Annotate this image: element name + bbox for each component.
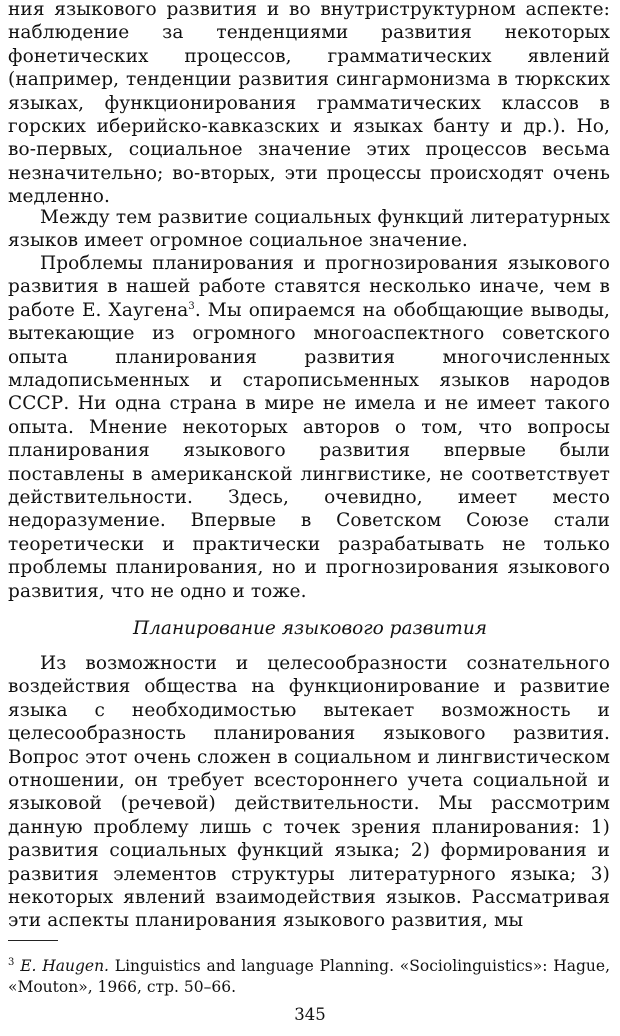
footnote-text: Linguistics and language Planning. «Sociolinguistics»: Hague, «Mouton», 1966, стр. 50–66.	[8, 957, 610, 996]
paragraph-continuation	[8, 0, 610, 209]
paragraph-3-after-ref: . Мы опираемся на обобщающие выводы, вытекающие из огромного многоаспектного советского опыта планирования развития многочисленных младописьменных и старописьменных языков народов СССР. Ни одна страна в мире не имела и не имеет такого опыта. Мнение некоторых авторов о том, что вопросы планирования языкового развития впервые были поставлены в американской лингвистике, не соответствует действительности. Здесь, очевидно, имеет место недоразумение. Впервые в Советском Союзе стали теоретически и практически разрабатывать не только проблемы планирования, но и прогнозирования языкового развития, что не одно и тоже.	[8, 299, 610, 602]
paragraph-3-before-ref: Проблемы планирования и прогнозирования языкового развития в нашей работе ставятся несколько иначе, чем в работе Е. Хаугена	[8, 253, 610, 321]
paragraph-4-text: Из возможности и целесообразности сознательного воздействия общества на функционирование и развитие языка с необходимостью вытекает возможность и целесообразность планирования языкового развития. Вопрос этот очень сложен в социальном и лингвистическом отношении, он требует всестороннего учета социальной и языковой (речевой) действительности. Мы рассмотрим данную проблему лишь с точек зрения планирования: 1) развития социальных функций языка; 2) формирования и развития элементов структуры литературного языка; 3) некоторых явлений взаимодействия языков. Рассматривая эти аспекты планирования языкового развития, мы	[8, 653, 610, 932]
page-number: 345	[294, 1005, 326, 1024]
paragraph-2-text: Между тем развитие социальных функций литературных языков имеет огромное социальное значение.	[8, 207, 610, 252]
footnote-divider	[8, 940, 58, 941]
footnote-author: E. Haugen.	[20, 957, 109, 975]
paragraph-planning-problems	[8, 252, 610, 603]
paragraph-1-text: ния языкового развития и во внутриструктурном аспекте: наблюдение за тенденциями развития некоторых фонетических процессов, грамматических явлений (например, тенденции развития сингармонизма в тюркских языках, функционирования грамматических классов в горских иберийско-кавказских и языках банту и др.). Но, во-первых, социальное значение этих процессов весьма незначительно; во-вторых, эти процессы происходят очень медленно.	[8, 0, 610, 208]
section-heading: Планирование языкового развития	[133, 618, 487, 639]
footnote	[8, 956, 610, 998]
footnote-marker: 3	[8, 956, 15, 968]
paragraph-3-text	[8, 252, 610, 603]
paragraph-section-body	[8, 652, 610, 933]
paragraph-social-functions	[8, 206, 610, 253]
footnote-reference: 3	[188, 300, 195, 312]
